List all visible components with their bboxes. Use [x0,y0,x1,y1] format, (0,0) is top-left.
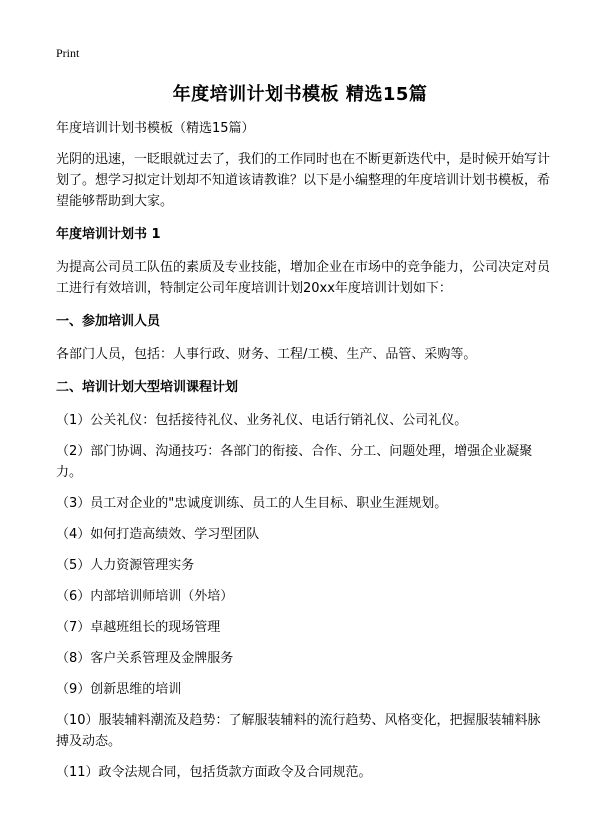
list-item: （9）创新思维的培训 [56,682,182,697]
list-item: （11）政令法规合同，包括货款方面政令及合同规范。 [56,765,372,780]
list-item: （4）如何打造高绩效、学习型团队 [56,527,260,542]
list-item: （10）服装辅料潮流及趋势：了解服装辅料的流行趋势、风格变化，把握服装辅料脉搏及动态。 [56,713,541,749]
section-intro-paragraph: 为提高公司员工队伍的素质及专业技能，增加企业在市场中的竞争能力，公司决定对员工进行有效培训，特制定公司年度培训计划20xx年度培训计划如下： [56,260,551,296]
page-title: 年度培训计划书模板 精选15篇 [172,84,428,105]
section-heading: 年度培训计划书 1 [56,227,161,242]
part2-heading: 二、培训计划大型培训课程计划 [56,380,239,395]
part1-heading: 一、参加培训人员 [56,314,161,329]
list-item: （5）人力资源管理实务 [56,558,195,573]
list-item: （2）部门协调、沟通技巧：各部门的衔接、合作、分工、问题处理，增强企业凝聚力。 [56,444,533,480]
print-label: Print [56,46,80,60]
list-item: （3）员工对企业的"忠诚度训练、员工的人生目标、职业生涯规划。 [56,496,448,511]
document-body [56,118,550,793]
course-list [56,410,550,783]
part1-paragraph: 各部门人员，包括：人事行政、财务、工程/工模、生产、品管、采购等。 [56,347,477,362]
list-item: （6）内部培训师培训（外培） [56,589,234,604]
intro-paragraph: 光阴的迅速，一眨眼就过去了，我们的工作同时也在不断更新迭代中，是时候开始写计划了。想学习拟定计划却不知道该请教谁？以下是小编整理的年度培训计划书模板，希望能够帮助到大家。 [56,152,551,209]
list-item: （1）公关礼仪：包括接待礼仪、业务礼仪、电话行销礼仪、公司礼仪。 [56,413,468,428]
list-item: （7）卓越班组长的现场管理 [56,620,221,635]
list-item: （8）客户关系管理及金牌服务 [56,651,234,666]
document-subtitle: 年度培训计划书模板（精选15篇） [56,121,255,136]
